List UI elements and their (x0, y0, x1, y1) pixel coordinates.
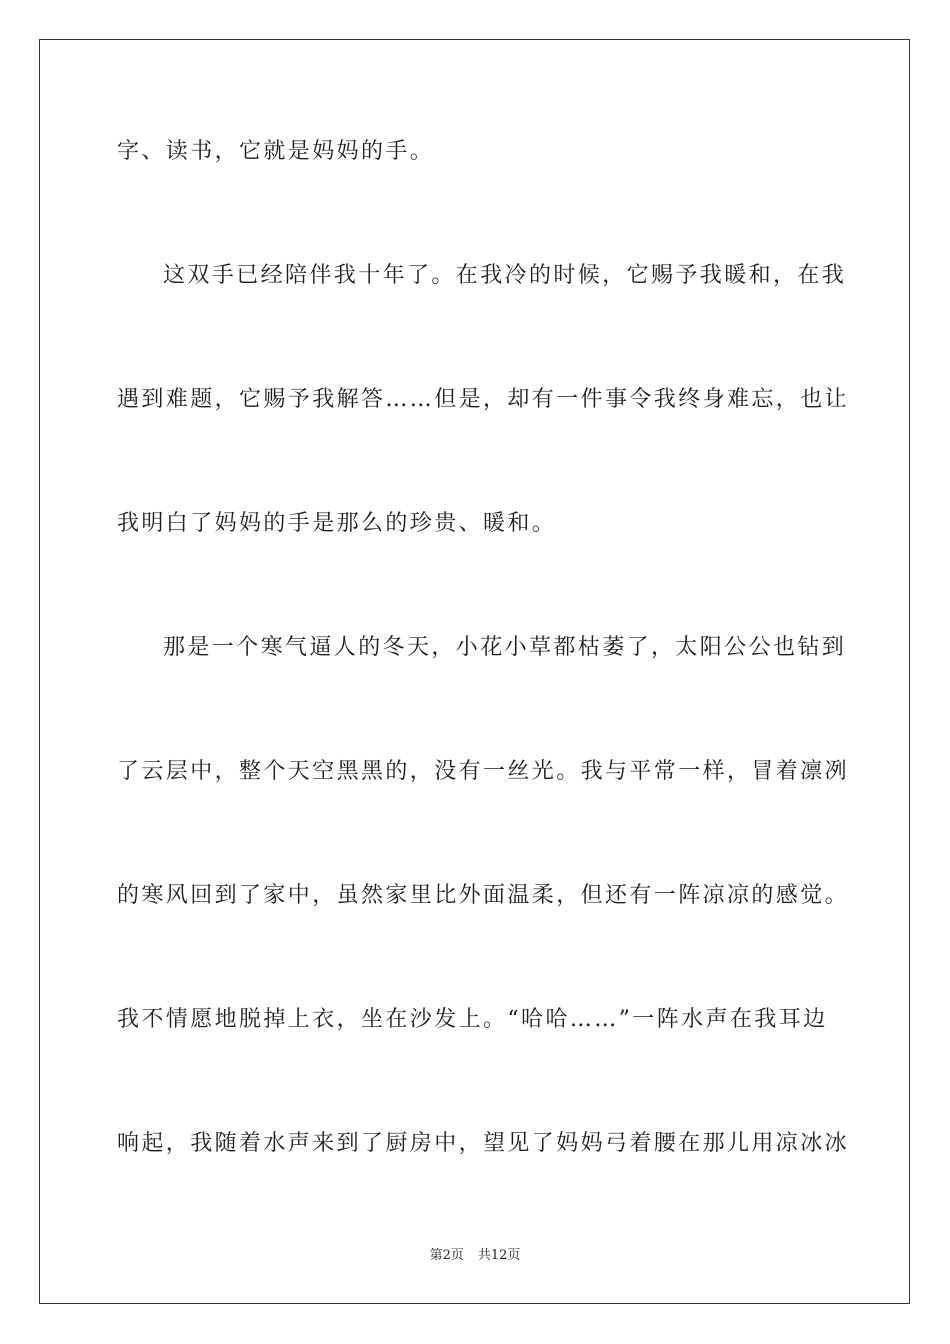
paragraph-line-6: 了云层中，整个天空黑黑的，没有一丝光。我与平常一样，冒着凛冽 (117, 759, 850, 784)
page-number: 第2页 (429, 1248, 464, 1263)
paragraph-line-3: 遇到难题，它赐予我解答……但是，却有一件事令我终身难忘，也让 (117, 387, 850, 412)
paragraph-line-5: 那是一个寒气逼人的冬天，小花小草都枯萎了，太阳公公也钻到 (163, 635, 847, 660)
page-footer (0, 1247, 950, 1265)
paragraph-line-9: 响起，我随着水声来到了厨房中，望见了妈妈弓着腰在那儿用凉冰冰 (117, 1131, 850, 1156)
paragraph-line-8: 我不情愿地脱掉上衣，坐在沙发上。“哈哈……”一阵水声在我耳边 (117, 1007, 828, 1032)
paragraph-line-1: 字、读书，它就是妈妈的手。 (117, 139, 435, 164)
paragraph-line-4: 我明白了妈妈的手是那么的珍贵、暖和。 (117, 511, 557, 536)
page-total: 共12页 (477, 1248, 521, 1263)
paragraph-line-2: 这双手已经陪伴我十年了。在我冷的时候，它赐予我暖和，在我 (163, 263, 847, 288)
paragraph-line-7: 的寒风回到了家中，虽然家里比外面温柔，但还有一阵凉凉的感觉。 (117, 883, 850, 908)
page-border (39, 39, 910, 1304)
